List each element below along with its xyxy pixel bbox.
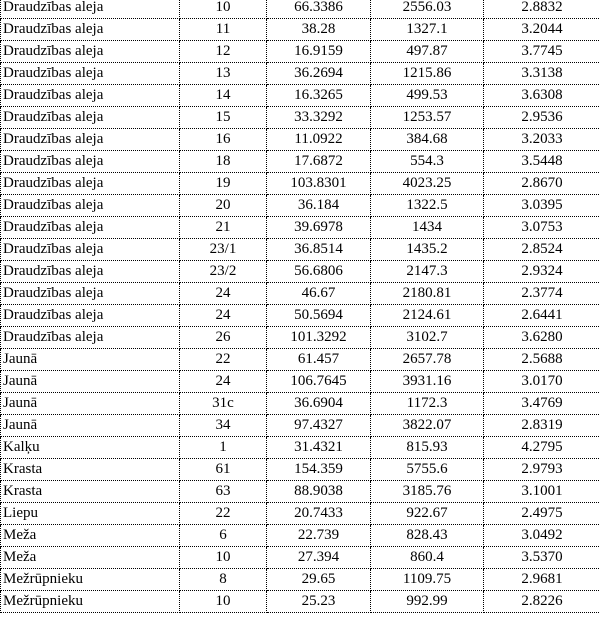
table-row — [1, 107, 600, 129]
house-number-cell: 22 — [180, 349, 267, 371]
value-a-cell: 16.9159 — [267, 41, 371, 63]
value-b-cell: 828.43 — [371, 525, 484, 547]
street-cell: Kalķu — [1, 437, 180, 459]
house-number-cell: 16 — [180, 129, 267, 151]
value-b-cell: 497.87 — [371, 41, 484, 63]
ratio-cell: 2.3774 — [484, 283, 600, 305]
value-a-cell: 25.23 — [267, 591, 371, 613]
value-b-cell: 499.53 — [371, 85, 484, 107]
value-a-cell: 106.7645 — [267, 371, 371, 393]
ratio-cell: 2.8319 — [484, 415, 600, 437]
ratio-cell: 3.5448 — [484, 151, 600, 173]
ratio-cell: 2.5688 — [484, 349, 600, 371]
value-a-cell: 33.3292 — [267, 107, 371, 129]
house-number-cell: 31c — [180, 393, 267, 415]
value-b-cell: 860.4 — [371, 547, 484, 569]
value-b-cell: 1322.5 — [371, 195, 484, 217]
house-number-cell: 23/1 — [180, 239, 267, 261]
street-cell: Jaunā — [1, 371, 180, 393]
table-row — [1, 591, 600, 613]
value-b-cell: 922.67 — [371, 503, 484, 525]
street-cell: Draudzības aleja — [1, 41, 180, 63]
house-number-cell: 15 — [180, 107, 267, 129]
street-cell: Draudzības aleja — [1, 239, 180, 261]
street-cell: Meža — [1, 547, 180, 569]
value-a-cell: 22.739 — [267, 525, 371, 547]
value-a-cell: 50.5694 — [267, 305, 371, 327]
ratio-cell: 2.9536 — [484, 107, 600, 129]
table-row — [1, 195, 600, 217]
street-cell: Draudzības aleja — [1, 217, 180, 239]
table-row — [1, 459, 600, 481]
table-row — [1, 129, 600, 151]
value-a-cell: 56.6806 — [267, 261, 371, 283]
ratio-cell: 4.2795 — [484, 437, 600, 459]
street-cell: Jaunā — [1, 415, 180, 437]
table-row — [1, 19, 600, 41]
street-cell: Draudzības aleja — [1, 85, 180, 107]
house-number-cell: 21 — [180, 217, 267, 239]
value-a-cell: 38.28 — [267, 19, 371, 41]
house-number-cell: 63 — [180, 481, 267, 503]
value-b-cell: 554.3 — [371, 151, 484, 173]
street-cell: Draudzības aleja — [1, 327, 180, 349]
ratio-cell: 2.8670 — [484, 173, 600, 195]
street-cell: Draudzības aleja — [1, 173, 180, 195]
house-number-cell: 24 — [180, 283, 267, 305]
value-b-cell: 2657.78 — [371, 349, 484, 371]
value-b-cell: 1215.86 — [371, 63, 484, 85]
house-number-cell: 61 — [180, 459, 267, 481]
house-number-cell: 22 — [180, 503, 267, 525]
ratio-cell: 3.6308 — [484, 85, 600, 107]
house-number-cell: 24 — [180, 371, 267, 393]
ratio-cell: 3.0753 — [484, 217, 600, 239]
value-a-cell: 11.0922 — [267, 129, 371, 151]
house-number-cell: 19 — [180, 173, 267, 195]
value-b-cell: 815.93 — [371, 437, 484, 459]
table-row — [1, 437, 600, 459]
value-b-cell: 1172.3 — [371, 393, 484, 415]
house-number-cell: 10 — [180, 591, 267, 613]
table-row — [1, 283, 600, 305]
street-cell: Draudzības aleja — [1, 107, 180, 129]
ratio-cell: 3.5370 — [484, 547, 600, 569]
value-b-cell: 3822.07 — [371, 415, 484, 437]
table-row — [1, 173, 600, 195]
ratio-cell: 2.6441 — [484, 305, 600, 327]
value-b-cell: 3931.16 — [371, 371, 484, 393]
table-row — [1, 349, 600, 371]
ratio-cell: 2.9793 — [484, 459, 600, 481]
ratio-cell: 2.8832 — [484, 0, 600, 19]
ratio-cell: 3.7745 — [484, 41, 600, 63]
table-row — [1, 41, 600, 63]
house-number-cell: 14 — [180, 85, 267, 107]
house-number-cell: 26 — [180, 327, 267, 349]
value-b-cell: 1253.57 — [371, 107, 484, 129]
street-cell: Draudzības aleja — [1, 129, 180, 151]
table-body — [1, 0, 600, 613]
value-a-cell: 29.65 — [267, 569, 371, 591]
value-b-cell: 4023.25 — [371, 173, 484, 195]
street-cell: Mežrūpnieku — [1, 569, 180, 591]
street-cell: Mežrūpnieku — [1, 591, 180, 613]
street-cell: Draudzības aleja — [1, 283, 180, 305]
house-number-cell: 10 — [180, 0, 267, 19]
value-a-cell: 36.2694 — [267, 63, 371, 85]
ratio-cell: 2.9681 — [484, 569, 600, 591]
street-cell: Liepu — [1, 503, 180, 525]
value-a-cell: 31.4321 — [267, 437, 371, 459]
street-cell: Krasta — [1, 459, 180, 481]
value-a-cell: 46.67 — [267, 283, 371, 305]
value-a-cell: 36.184 — [267, 195, 371, 217]
value-b-cell: 1109.75 — [371, 569, 484, 591]
table-row — [1, 481, 600, 503]
value-b-cell: 3102.7 — [371, 327, 484, 349]
value-b-cell: 384.68 — [371, 129, 484, 151]
table-row — [1, 415, 600, 437]
value-b-cell: 2147.3 — [371, 261, 484, 283]
street-cell: Draudzības aleja — [1, 63, 180, 85]
value-b-cell: 1327.1 — [371, 19, 484, 41]
street-cell: Jaunā — [1, 393, 180, 415]
value-a-cell: 17.6872 — [267, 151, 371, 173]
house-number-cell: 34 — [180, 415, 267, 437]
ratio-cell: 3.0170 — [484, 371, 600, 393]
value-a-cell: 16.3265 — [267, 85, 371, 107]
value-a-cell: 36.8514 — [267, 239, 371, 261]
house-number-cell: 18 — [180, 151, 267, 173]
table-row — [1, 393, 600, 415]
house-number-cell: 6 — [180, 525, 267, 547]
table-row — [1, 151, 600, 173]
ratio-cell: 3.4769 — [484, 393, 600, 415]
house-number-cell: 11 — [180, 19, 267, 41]
ratio-cell: 3.1001 — [484, 481, 600, 503]
street-cell: Draudzības aleja — [1, 305, 180, 327]
value-a-cell: 66.3386 — [267, 0, 371, 19]
value-b-cell: 3185.76 — [371, 481, 484, 503]
value-b-cell: 1435.2 — [371, 239, 484, 261]
street-cell: Draudzības aleja — [1, 0, 180, 19]
table-row — [1, 547, 600, 569]
table-row — [1, 327, 600, 349]
value-a-cell: 103.8301 — [267, 173, 371, 195]
value-b-cell: 992.99 — [371, 591, 484, 613]
table-row — [1, 63, 600, 85]
street-cell: Draudzības aleja — [1, 151, 180, 173]
street-cell: Meža — [1, 525, 180, 547]
ratio-cell: 3.6280 — [484, 327, 600, 349]
ratio-cell: 2.8524 — [484, 239, 600, 261]
house-number-cell: 1 — [180, 437, 267, 459]
ratio-cell: 2.4975 — [484, 503, 600, 525]
ratio-cell: 3.2033 — [484, 129, 600, 151]
table-row — [1, 525, 600, 547]
value-a-cell: 88.9038 — [267, 481, 371, 503]
value-a-cell: 101.3292 — [267, 327, 371, 349]
table-row — [1, 371, 600, 393]
street-cell: Draudzības aleja — [1, 195, 180, 217]
ratio-cell: 2.9324 — [484, 261, 600, 283]
ratio-cell: 3.0395 — [484, 195, 600, 217]
ratio-cell: 2.8226 — [484, 591, 600, 613]
table-row — [1, 85, 600, 107]
house-number-cell: 12 — [180, 41, 267, 63]
ratio-cell: 3.3138 — [484, 63, 600, 85]
value-b-cell: 1434 — [371, 217, 484, 239]
street-cell: Jaunā — [1, 349, 180, 371]
house-number-cell: 13 — [180, 63, 267, 85]
street-cell: Krasta — [1, 481, 180, 503]
value-a-cell: 20.7433 — [267, 503, 371, 525]
house-number-cell: 24 — [180, 305, 267, 327]
house-number-cell: 20 — [180, 195, 267, 217]
value-b-cell: 2124.61 — [371, 305, 484, 327]
value-b-cell: 5755.6 — [371, 459, 484, 481]
value-a-cell: 36.6904 — [267, 393, 371, 415]
value-b-cell: 2180.81 — [371, 283, 484, 305]
value-a-cell: 154.359 — [267, 459, 371, 481]
house-number-cell: 23/2 — [180, 261, 267, 283]
value-a-cell: 27.394 — [267, 547, 371, 569]
value-a-cell: 61.457 — [267, 349, 371, 371]
value-a-cell: 39.6978 — [267, 217, 371, 239]
table-row — [1, 239, 600, 261]
table-row — [1, 503, 600, 525]
house-number-cell: 8 — [180, 569, 267, 591]
street-cell: Draudzības aleja — [1, 261, 180, 283]
value-b-cell: 2556.03 — [371, 0, 484, 19]
house-number-cell: 10 — [180, 547, 267, 569]
table-row — [1, 0, 600, 19]
ratio-cell: 3.2044 — [484, 19, 600, 41]
street-cell: Draudzības aleja — [1, 19, 180, 41]
table-row — [1, 569, 600, 591]
table-row — [1, 261, 600, 283]
table-row — [1, 305, 600, 327]
ratio-cell: 3.0492 — [484, 525, 600, 547]
value-a-cell: 97.4327 — [267, 415, 371, 437]
table-row — [1, 217, 600, 239]
